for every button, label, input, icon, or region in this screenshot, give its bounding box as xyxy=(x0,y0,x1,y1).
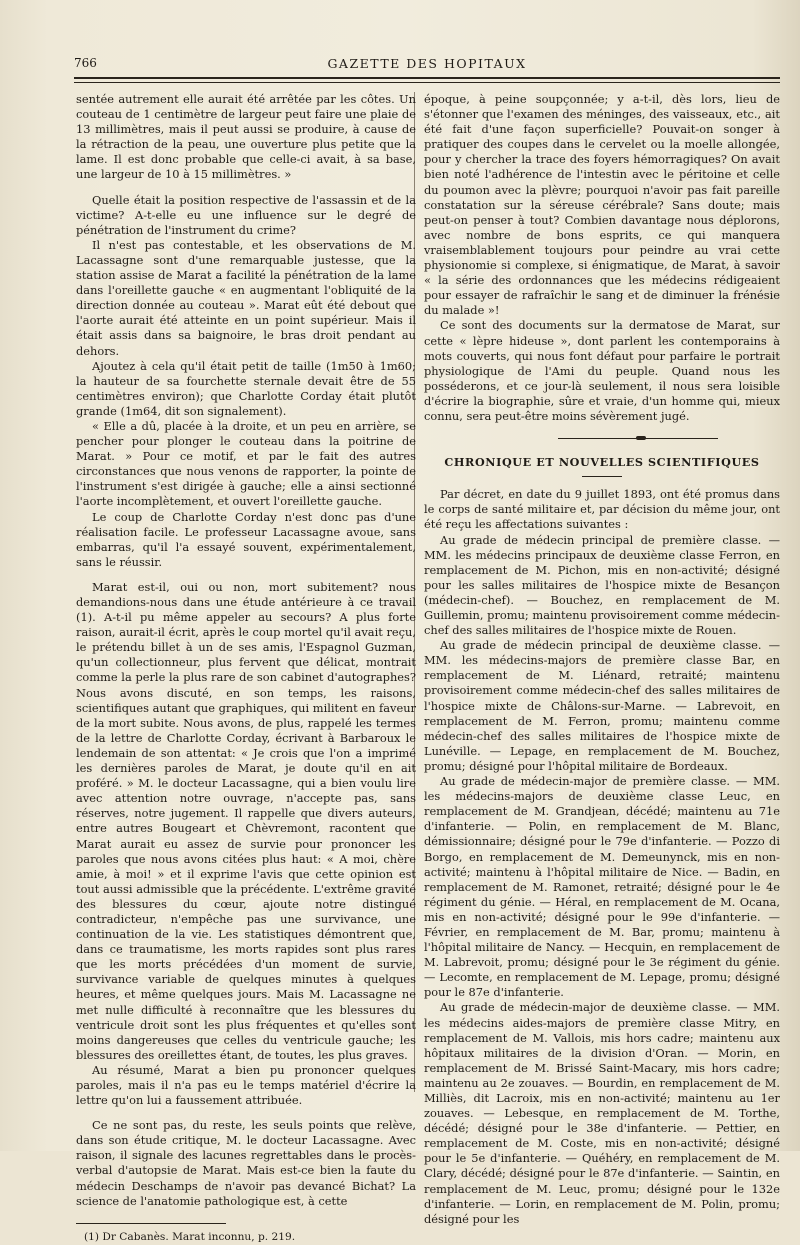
header-rule-thick xyxy=(74,77,780,79)
news-paragraph: Au grade de médecin-major de première classe. — MM. les médecins-majors de deuxième classe Leuc, en remplacement de M. Grandjean, décédé; maintenu au 71e d'infanterie. — Polin, en remplacement de M. Blanc, démissionnaire; désigné pour le 79e d'infanterie. — Pozzo di Borgo, en remplacement de M. Demeunynck, mis en non-activité; maintenu à l'hôpital militaire de Nice. — Badin, en remplacement de M. Ramonet, retraité; désigné pour le 4e régiment du génie. — Héral, en remplacement de M. Ocana, mis en non-activité; désigné pour le 99e d'infanterie. — Février, en remplacement de M. Bar, promu; maintenu à l'hôpital militaire de Nancy. — Hecquin, en remplacement de M. Labrevoit, promu; désigné pour le 3e régiment du génie. — Lecomte, en remplacement de M. Lepage, promu; désigné pour le 87e d'infanterie. xyxy=(424,774,780,1000)
paragraph: Il n'est pas contestable, et les observations de M. Lacassagne sont d'une remarquable justesse, que la station assise de Marat a facilité la pénétration de la lame dans l'oreillette gauche « en augmentant l'obliquité de la direction donnée au couteau ». Marat eût été debout que l'aorte aurait été atteinte en un point supérieur. Mais il était assis dans sa baignoire, le bras droit pendant au dehors. xyxy=(76,237,416,358)
news-paragraph: Par décret, en date du 9 juillet 1893, ont été promus dans le corps de santé militaire et, par décision du même jour, ont été reçu les affectations suivantes : xyxy=(424,487,780,532)
paragraph: Ce sont des documents sur la dermatose de Marat, sur cette « lèpre hideuse », dont parlent les contemporains à mots couverts, qui nous font défaut pour parfaire le portrait physiologique de l'Ami du peuple. Quand nous les posséderons, et ce jour-là seulement, il nous sera loisible d'écrire la biographie, sûre et vraie, d'un homme qui, mieux connu, sera peut-être moins sévèrement jugé. xyxy=(424,318,780,423)
footnote-rule xyxy=(76,1223,226,1224)
page-header xyxy=(74,56,780,72)
heading-rule xyxy=(582,476,622,477)
paragraph: Ce ne sont pas, du reste, les seuls points que relève, dans son étude critique, M. le docteur Lacassagne. Avec raison, il signale des lacunes regrettables dans le procès-verbal d'autopsie de Marat. Mais est-ce bien la faute du médecin Deschamps de n'avoir pas devancé Bichat? La science de l'anatomie pathologique est, à cette xyxy=(76,1118,416,1208)
news-paragraph: Au grade de médecin-major de deuxième classe. — MM. les médecins aides-majors de première classe Mitry, en remplacement de M. Vallois, mis hors cadre; maintenu aux hôpitaux militaires de la division d'Oran. — Morin, en remplacement de M. Brissé Saint-Macary, mis hors cadre; maintenu au 2e zouaves. — Bourdin, en remplacement de M. Milliès, dit Lacroix, mis en non-activité; maintenu au 1er zouaves. — Lebesque, en remplacement de M. Torthe, décédé; désigné pour le 38e d'infanterie. — Pettier, en remplacement de M. Coste, mis en non-activité; désigné pour le 5e d'infanterie. — Quéhéry, en remplacement de M. Clary, décédé; désigné pour le 87e d'infanterie. — Saintin, en remplacement de M. Leuc, promu; désigné pour le 132e d'infanterie. — Lorin, en remplacement de M. Polin, promu; désigné pour les xyxy=(424,1000,780,1226)
running-title: GAZETTE DES HOPITAUX xyxy=(327,56,527,71)
header-rule-thin xyxy=(74,82,780,83)
news-paragraph: Au grade de médecin principal de deuxième classe. — MM. les médecins-majors de première classe Bar, en remplacement de M. Liénard, retraité; maintenu provisoirement comme médecin-chef des salles militaires de l'hospice mixte de Châlons-sur-Marne. — Labrevoit, en remplacement de M. Ferron, promu; maintenu comme médecin-chef des salles militaires de l'hospice mixte de Lunéville. — Lepage, en remplacement de M. Bouchez, promu; désigné pour l'hôpital militaire de Bordeaux. xyxy=(424,638,780,773)
section-ornament xyxy=(424,430,780,445)
footnote: (1) Dr Cabanès. Marat inconnu, p. 219. xyxy=(84,1230,296,1243)
paragraph: Le coup de Charlotte Corday n'est donc pas d'une réalisation facile. Le professeur Lacassagne avoue, sans embarras, qu'il l'a essayé souvent, expérimentalement, sans le réussir. xyxy=(76,509,416,569)
paragraph: Ajoutez à cela qu'il était petit de taille (1m50 à 1m60; la hauteur de sa fourchette sternale devait être de 55 centimètres environ); que Charlotte Corday était plutôt grande (1m64, dit son signalement). xyxy=(76,358,416,418)
right-column xyxy=(424,92,780,1227)
paragraph: époque, à peine soupçonnée; y a-t-il, dès lors, lieu de s'étonner que l'examen des méninges, des vaisseaux, etc., ait été fait d'une façon superficielle? Pouvait-on songer à pratiquer des coupes dans le cervelet ou la moelle allongée, pour y chercher la trace des foyers hémorragiques? On avait bien noté l'adhérence de l'intestin avec le péritoine et celle du poumon avec la plèvre; pourquoi n'avoir pas fait pareille constatation sur la séreuse cérébrale? Sans doute; mais peut-on penser à tout? Combien davantage nous déplorons, avec nombre de bons esprits, ce qui manquera vraisemblablement toujours pour peindre au vrai cette physionomie si complexe, si énigmatique, de Marat, à savoir « la série des ordonnances que les médecins rédigeaient pour essayer de rafraîchir le sang et de diminuer la frénésie du malade »! xyxy=(424,92,780,318)
paragraph: Au résumé, Marat a bien pu prononcer quelques paroles, mais il n'a pas eu le temps matériel d'écrire la lettre qu'on lui a faussement attribuée. xyxy=(76,1062,416,1108)
paragraph: Marat est-il, oui ou non, mort subitement? nous demandions-nous dans une étude antérieure à ce travail (1). A-t-il pu même appeler au secours? A plus forte raison, aurait-il écrit, après le coup mortel qu'il avait reçu, le prétendu billet à un de ses amis, l'Espagnol Guzman, qu'un collectionneur, plus fervent que délicat, montrait comme la perle la plus rare de son cabinet d'autographes? Nous avons discuté, en son temps, les raisons, scientifiques autant que graphiques, qui militent en faveur de la mort subite. Nous avons, de plus, rappelé les termes de la lettre de Charlotte Corday, écrivant à Barbaroux le lendemain de son attentat: « Je crois que l'on a imprimé les dernières paroles de Marat, je doute qu'il en ait proféré. » M. le docteur Lacassagne, qui a bien voulu lire avec attention notre ouvrage, n'accepte pas, sans réserves, notre jugement. Il rappelle que divers auteurs, entre autres Bougeart et Chèvremont, racontent que Marat aurait eu assez de survie pour prononcer les paroles que nous avons citées plus haut: « A moi, chère amie, à moi! » et il exprime l'avis que cette opinion est tout aussi admissible que la précédente. L'extrême gravité des blessures du cœur, ajoute notre distingué contradicteur, n'empêche pas une survivance, une continuation de la vie. Les statistiques démontrent que, dans ce traumatisme, les morts rapides sont plus rares que les morts précédées d'un moment de survie, survivance variable de quelques minutes à quelques heures, et même quelques jours. Mais M. Lacassagne ne met nulle difficulté à reconnaître que les blessures du ventricule droit sont les plus fréquentes et qu'elles sont moins dangereuses que celles du ventricule gauche; les blessures des oreillettes étant, de toutes, les plus graves. xyxy=(76,579,417,1062)
ornament-dot xyxy=(636,436,646,440)
page-number: 766 xyxy=(74,56,97,70)
news-paragraph: Au grade de médecin principal de première classe. — MM. les médecins principaux de deuxième classe Ferron, en remplacement de M. Pichon, mis en non-activité; désigné pour les salles militaires de l'hospice mixte de Besançon (médecin-chef). — Bouchez, en remplacement de M. Guillemin, promu; maintenu provisoirement comme médecin-chef des salles militaires de l'hospice mixte de Rouen. xyxy=(424,532,780,638)
paragraph: « Elle a dû, placée à la droite, et un peu en arrière, se pencher pour plonger le couteau dans la poitrine de Marat. » Pour ce motif, et par le fait des autres circonstances que nous venons de rapporter, la pointe de l'instrument s'est dirigée à gauche; elle a ainsi sectionné l'aorte incomplètement, et ouvert l'oreillette gauche. xyxy=(76,418,416,509)
paragraph: Quelle était la position respective de l'assassin et de la victime? A-t-elle eu une influence sur le degré de pénétration de l'instrument du crime? xyxy=(76,192,416,237)
section-heading: CHRONIQUE ET NOUVELLES SCIENTIFIQUES xyxy=(444,455,760,470)
paragraph: sentée autrement elle aurait été arrêtée par les côtes. Un couteau de 1 centimètre de largeur peut faire une plaie de 13 millimètres, mais il peut aussi se produire, à cause de la rétraction de la peau, une ouverture plus petite que la lame. Il est donc probable que celle-ci avait, à sa base, une largeur de 10 à 15 millimètres. » xyxy=(76,92,416,182)
left-column xyxy=(76,92,416,1245)
